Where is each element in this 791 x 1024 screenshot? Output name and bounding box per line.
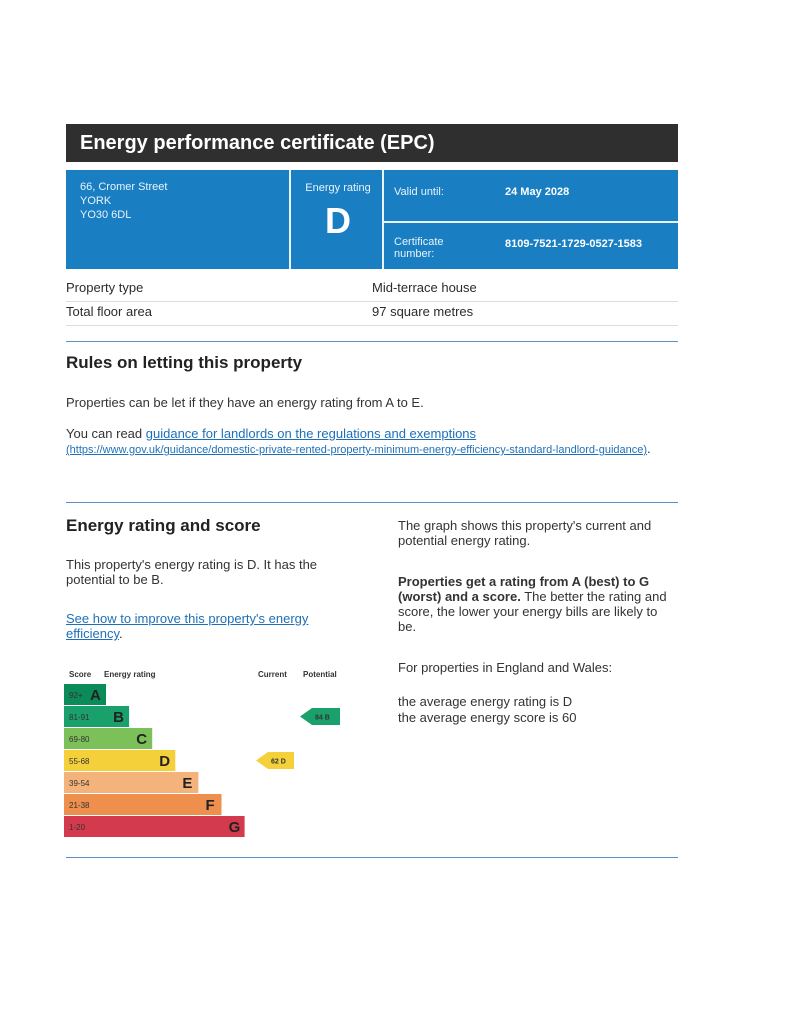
- letting-heading: Rules on letting this property: [66, 353, 303, 372]
- property-type-row: [66, 276, 678, 300]
- address: [80, 180, 167, 222]
- average-score-text: the average energy score is 60: [398, 710, 577, 725]
- guidance-url[interactable]: (https://www.gov.uk/guidance/domestic-private-rented-property-minimum-energy-efficiency-standard-landlord-guidance): [66, 444, 648, 456]
- band-range-a: 92+: [69, 691, 83, 700]
- floor-area-label: Total floor area: [66, 304, 152, 319]
- potential-header: Potential: [303, 670, 337, 679]
- divider: [289, 170, 291, 269]
- section-divider: [66, 857, 678, 858]
- current-rating-label: 62 D: [271, 758, 286, 766]
- floor-area-value: 97 square metres: [372, 304, 474, 319]
- england-wales-text: For properties in England and Wales:: [398, 660, 613, 675]
- section-divider: [66, 341, 678, 342]
- guidance-prefix: You can read: [66, 426, 146, 441]
- improve-paragraph: [66, 611, 341, 641]
- improve-efficiency-link[interactable]: See how to improve this property's energy efficiency: [66, 611, 309, 641]
- floor-area-row: [66, 300, 678, 324]
- band-letter-e: E: [182, 775, 193, 792]
- address-line: 66, Cromer Street: [80, 181, 168, 193]
- band-range-e: 39-54: [69, 779, 90, 788]
- band-letter-f: F: [205, 797, 215, 814]
- band-letter-c: C: [136, 731, 148, 748]
- address-line: YORK: [80, 195, 112, 207]
- improve-suffix: .: [119, 626, 123, 641]
- band-letter-g: G: [228, 819, 241, 836]
- band-range-b: 81-91: [69, 713, 90, 722]
- page-title: Energy performance certificate (EPC): [66, 124, 678, 162]
- rating-explanation-bold: Properties get a rating from A (best) to G (worst) and a score.: [398, 574, 650, 604]
- graph-description: The graph shows this property's current and potential energy rating.: [398, 518, 652, 548]
- potential-rating-label: 84 B: [315, 714, 330, 722]
- property-type-value: Mid-terrace house: [372, 280, 477, 295]
- rating-summary: This property's energy rating is D. It has the potential to be B.: [66, 557, 318, 587]
- valid-until-value: 24 May 2028: [505, 186, 570, 198]
- energy-rating-label: Energy rating: [305, 182, 371, 194]
- energy-rating-value: D: [325, 200, 351, 241]
- energy-rating-header: Energy rating: [104, 670, 156, 679]
- row-divider: [66, 325, 678, 326]
- certificate-number-value: 8109-7521-1729-0527-1583: [505, 238, 643, 250]
- rating-heading: Energy rating and score: [66, 516, 261, 535]
- valid-until-label: Valid until:: [394, 186, 444, 198]
- average-rating-text: the average energy rating is D: [398, 694, 573, 709]
- score-header: Score: [69, 670, 92, 679]
- divider: [382, 221, 678, 223]
- guidance-paragraph: [66, 426, 678, 458]
- guidance-link[interactable]: guidance for landlords on the regulations and exemptions: [145, 426, 477, 441]
- rating-explanation: [398, 574, 673, 634]
- letting-paragraph: Properties can be let if they have an energy rating from A to E.: [66, 395, 424, 410]
- band-range-c: 69-80: [69, 735, 90, 744]
- band-letter-b: B: [113, 709, 124, 726]
- certificate-summary: [66, 170, 678, 269]
- section-divider: [66, 502, 678, 503]
- band-letter-a: A: [90, 687, 101, 704]
- guidance-suffix: .: [647, 441, 651, 456]
- band-range-d: 55-68: [69, 757, 90, 766]
- energy-rating-chart: [64, 664, 354, 844]
- address-line: YO30 6DL: [80, 209, 132, 221]
- band-range-f: 21-38: [69, 801, 90, 810]
- current-header: Current: [258, 670, 287, 679]
- band-range-g: 1-20: [69, 823, 86, 832]
- property-type-label: Property type: [66, 280, 144, 295]
- band-bar-g: [64, 816, 245, 837]
- certificate-number-label: Certificate number:: [394, 236, 444, 260]
- rating-explanation-text: The better the rating and score, the lower your energy bills are likely to be.: [398, 589, 667, 634]
- band-letter-d: D: [159, 753, 171, 770]
